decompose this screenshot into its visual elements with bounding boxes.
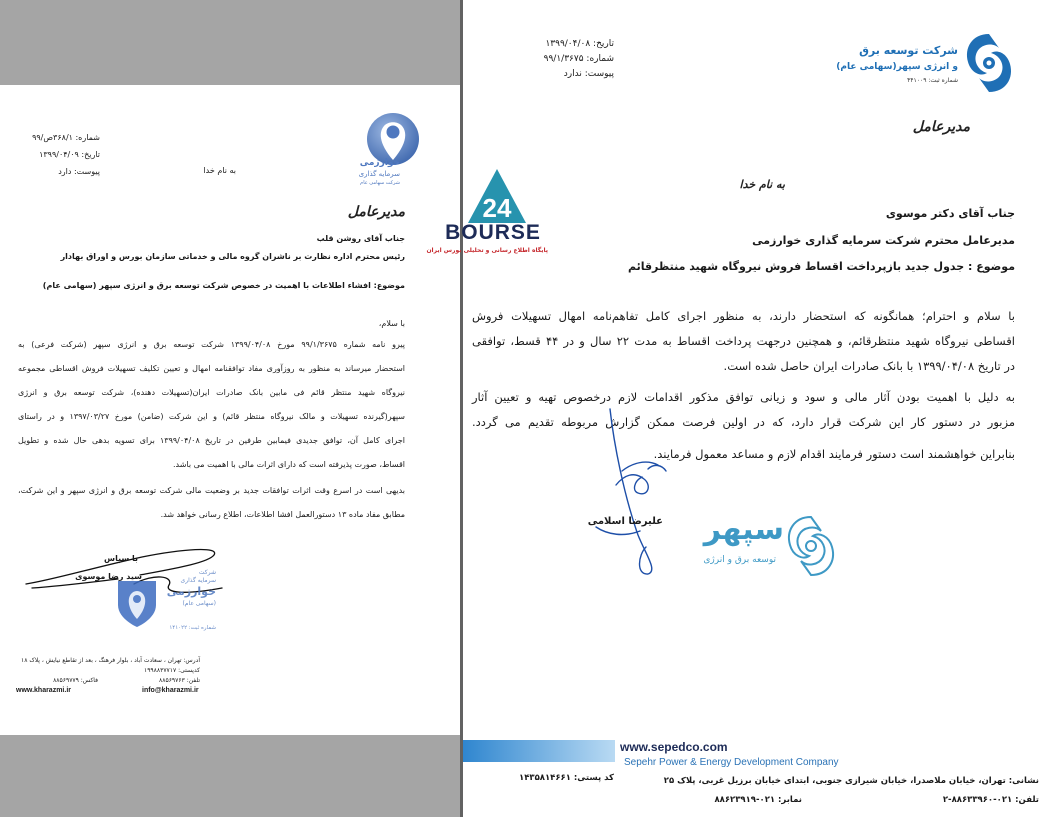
body-line: اقساطی نیروگاه شهید منتظرقائم، و همچنین درجهت پرداخت اقساط به مدت ۲۲ سال و در ۴۴ قسط، توافقی: [472, 334, 1015, 348]
right-footer-postal: کد پستی: ۱۴۳۵۸۱۴۶۶۱: [519, 773, 614, 783]
body-line: در تاریخ ۱۳۹۹/۰۴/۰۸ با بانک صادرات ایران حاصل شده است.: [723, 359, 1015, 373]
logo-name: خوارزمی: [359, 158, 400, 168]
bourse-logo-number: 24: [482, 193, 512, 223]
left-footer-address: آدرس: تهران ، سعادت آباد ، بلوار فرهنگ ، بعد از تقاطع نیایش ، پلاک ۱۸: [21, 657, 200, 664]
stamp-subtitle: توسعه برق و انرژی: [703, 555, 776, 565]
right-signature-icon: [588, 405, 680, 577]
right-letter-meta: [520, 37, 614, 82]
body-line: اجرای کامل آن، توافق جدیدی فیمابین طرفین در تاریخ ۱۳۹۹/۰۴/۰۸ برای تسویه بدهی حال شده و تطویل: [18, 436, 405, 445]
sepehr-logo-text: [836, 42, 958, 87]
left-recipient-title: رئیس محترم اداره نظارت بر ناشران گروه مالی و خدماتی سازمان بورس و اوراق بهادار: [60, 252, 405, 261]
letter-date: تاریخ: ۱۳۹۹/۰۴/۰۸: [545, 39, 614, 49]
logo-line3: شرکت سهامی عام: [360, 180, 400, 186]
paragraph: [18, 333, 405, 477]
right-footer-phone: تلفن: ۰۲۱-۸۸۶۳۳۹۶۰-۲: [942, 795, 1039, 805]
body-line: بنابراین خواهشمند است دستور فرمایند اقدام لازم و مساعد معمول فرمایند.: [653, 447, 1015, 461]
bourse-watermark: [426, 165, 550, 261]
stamp-shield-icon: [114, 577, 160, 629]
stamp-line2: سرمایه گذاری: [180, 577, 216, 584]
logo-reg: شماره ثبت: ۴۴۱۰۰۹: [907, 77, 958, 84]
left-footer-email: info@kharazmi.ir: [142, 687, 199, 694]
body-line: مزبور در دستور کار این شرکت قرار دارد، که در اولین فرصت ممکن گزارش مربوطه تقدیم می گردد.: [472, 415, 1015, 429]
sepehr-footer-bar: [463, 740, 615, 762]
bourse-name: BOURSE: [445, 221, 541, 244]
left-greeting: با سلام،: [378, 319, 405, 328]
right-handwritten-note: مدیرعامل: [912, 119, 970, 135]
body-line: بدیهی است در اسرع وقت اثرات توافقات جدید بر وضعیت مالی شرکت توسعه برق و انرژی سپهر و این شرکت،: [18, 486, 405, 495]
letter-date: تاریخ: ۱۳۹۹/۰۴/۰۹: [39, 150, 100, 159]
paragraph: [18, 479, 405, 527]
right-footer-address: نشانی: تهران، خیابان ملاصدرا، خیابان شیرازی جنوبی، ابتدای خیابان برزیل غربی، پلاک ۲۵: [663, 776, 1039, 786]
paragraph: [472, 304, 1015, 379]
body-line: مطابق مفاد ماده ۱۳ دستورالعمل افشا اطلاعات، اطلاع رسانی خواهد شد.: [160, 510, 405, 519]
left-letter-meta: [18, 129, 100, 180]
right-recipient: جناب آقای دکتر موسوی: [885, 207, 1015, 220]
left-subject: موضوع: افشاء اطلاعات با اهمیت در خصوص شرکت توسعه برق و انرژی سپهر (سهامی عام): [42, 281, 405, 290]
right-footer-fax: نمابر: ۰۲۱-۸۸۶۲۳۹۱۹: [714, 795, 802, 805]
right-letter-body: [472, 304, 1015, 467]
kharazmi-stamp: [112, 563, 218, 637]
body-line: پیرو نامه شماره ۹۹/۱/۳۶۷۵ مورخ ۱۳۹۹/۰۴/۰۸ شرکت توسعه برق و انرژی سپهر (شرکت فرعی) به: [18, 340, 406, 349]
left-basmala: به نام خدا: [203, 166, 236, 175]
body-line: نیروگاه شهید منتظر قائم فی مابین بانک صادرات ایران(تسهیلات دهنده)، شرکت توسعه برق و انرژی: [18, 388, 405, 397]
paragraph: [472, 385, 1015, 435]
stamp-line3: خوارزمی: [166, 585, 216, 598]
body-line: سپهر(گیرنده تسهیلات و مالک نیروگاه منتظر قائم) و این شرکت (ضامن) مورخ ۱۳۹۷/۰۳/۲۷ و در راستای: [18, 412, 406, 421]
right-footer-website: www.sepedco.com: [620, 740, 728, 754]
sepehr-stamp: [676, 500, 841, 592]
logo-line2: و انرژی سپهر(سهامی عام): [836, 62, 958, 72]
stamp-reg: شماره ثبت: ۱۴۱۰۲۲: [169, 625, 216, 631]
letter-attachment: پیوست: ندارد: [563, 69, 614, 79]
left-handwritten-note: مدیرعامل: [347, 204, 405, 220]
stamp-text: [156, 569, 216, 608]
left-footer-postal: کدپستی: ۱۹۹۸۸۳۷۷۱۷: [143, 667, 200, 674]
logo-line1: شرکت توسعه برق: [859, 44, 958, 57]
sepehr-logo-icon: [962, 30, 1016, 96]
kharazmi-logo-text: [330, 158, 400, 187]
stamp-line4: (سهامی عام): [182, 600, 216, 607]
left-recipient: جناب آقای روشن قلب: [316, 234, 405, 243]
right-signer: علیرضا اسلامی: [587, 516, 663, 527]
stamp-swirl-icon: [784, 504, 838, 588]
left-closing: با سپاس: [104, 554, 138, 563]
stamp-name: سپهر: [703, 512, 784, 547]
stamp-line1: شرکت: [198, 569, 216, 576]
body-line: اقساط، صورت پذیرفته است که دارای اثرات مالی با اهمیت می باشد.: [172, 460, 405, 469]
left-footer-website: www.kharazmi.ir: [16, 687, 71, 694]
right-footer-company: Sepehr Power & Energy Development Company: [624, 757, 839, 768]
bourse-tagline: پایگاه اطلاع رسانی و تحلیلی بورس ایران: [426, 247, 548, 254]
left-footer-phone: تلفن: ۸۸۵۶۹۷۶۳: [159, 677, 200, 684]
bourse-logo-icon: [466, 167, 528, 225]
paragraph: [472, 442, 1015, 467]
body-line: با سلام و احترام؛ همانگونه که استحضار دارند، به منظور اجرای کامل تفاهم‌نامه امهال تسهیلات فروش: [472, 309, 1015, 323]
left-signer: سید رضا موسوی: [75, 572, 142, 581]
right-basmala: به نام خدا: [739, 178, 785, 191]
left-footer-fax: فاکس: ۸۸۵۶۹۷۷۹: [53, 677, 98, 684]
right-subject: موضوع : جدول جدید بازپرداخت اقساط فروش نیروگاه شهید منتظرقائم: [627, 260, 1015, 273]
left-letter-body: [18, 333, 405, 527]
right-recipient-title: مدیرعامل محترم شرکت سرمایه گذاری خوارزمی: [752, 234, 1015, 247]
logo-line2: سرمایه گذاری: [358, 170, 400, 178]
letter-attachment: پیوست: دارد: [58, 167, 100, 176]
letter-number: شماره: ۹۹/۱/۳۶۷۵: [543, 54, 614, 64]
body-line: به دلیل با اهمیت بودن آثار مالی و سود و زیانی توافق مذکور اقدامات لازم درخصوص تهیه و تعیین آثار: [472, 390, 1015, 404]
letter-number: شماره: ۳۶۸/۱ص/۹۹: [32, 133, 100, 142]
body-line: استحضار میرساند به منظور به روزآوری مفاد توافقنامه امهال و تعیین تکلیف تسهیلات فروش اقساطی مجموعه: [18, 364, 405, 373]
